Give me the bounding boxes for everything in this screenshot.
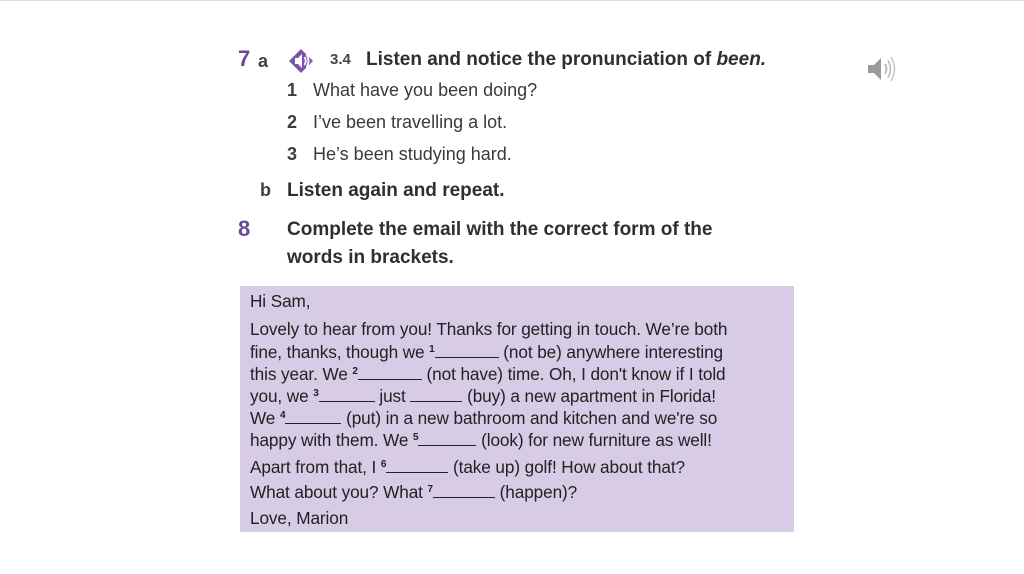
email-text: you, we (250, 386, 314, 406)
email-text: Apart from that, I (250, 457, 381, 477)
list-item (287, 80, 537, 101)
email-line (250, 342, 723, 363)
gap-number: 1 (429, 344, 435, 355)
email-text-box (240, 286, 794, 532)
gap-blank (435, 344, 499, 358)
list-item-text: I’ve been travelling a lot. (313, 112, 508, 132)
gap-blank (410, 388, 462, 402)
email-text: fine, thanks, though we (250, 342, 430, 362)
list-item-text: He’s been studying hard. (313, 144, 512, 164)
gap-blank (319, 388, 375, 402)
gap-blank (418, 432, 476, 446)
instruction-text: Listen and notice the pronunciation of (366, 49, 717, 70)
email-greeting: Hi Sam, (250, 291, 311, 311)
email-line (250, 482, 577, 503)
exercise-8-instruction-line-2: words in brackets. (287, 247, 454, 268)
email-line (250, 457, 685, 478)
gap-number: 4 (279, 410, 286, 421)
email-text: (put) in a new bathroom and kitchen and we're so (341, 408, 718, 428)
email-text: just (374, 386, 411, 406)
exercise-7-instruction (366, 46, 766, 74)
gap-number: 7 (427, 484, 433, 495)
audio-track-icon[interactable] (286, 46, 326, 81)
gap-blank (386, 459, 448, 473)
email-signoff: Love, Marion (250, 508, 349, 528)
exercise-8-number: 8 (238, 216, 251, 241)
email-text: (not have) time. Oh, I don't know if I told (421, 364, 726, 384)
exercise-7-part-a: a (258, 51, 269, 71)
email-line: Lovely to hear from you! Thanks for getting in touch. We’re both (250, 319, 728, 339)
list-item-text: What have you been doing? (313, 80, 538, 100)
gap-blank (358, 366, 422, 380)
email-text: (take up) golf! How about that? (448, 457, 685, 477)
email-line (250, 430, 712, 451)
exercise-7-part-b-instruction: Listen again and repeat. (287, 180, 505, 201)
email-text: We (250, 408, 280, 428)
gap-number: 6 (380, 459, 387, 470)
gap-blank (433, 484, 495, 498)
email-text: (not be) anywhere interesting (498, 342, 724, 362)
list-item-number: 1 (287, 80, 298, 100)
gap-number: 5 (412, 432, 419, 443)
email-line (250, 408, 717, 429)
email-text: (look) for new furniture as well! (476, 430, 712, 450)
list-item-number: 3 (287, 144, 298, 164)
gap-number: 3 (313, 388, 319, 399)
email-text: What about you? What (250, 482, 428, 502)
exercise-8-instruction-line-1: Complete the email with the correct form of the (287, 219, 713, 240)
speaker-icon[interactable] (864, 54, 900, 89)
email-text: (happen)? (494, 482, 578, 502)
list-item-number: 2 (287, 112, 298, 132)
email-text: happy with them. We (250, 430, 413, 450)
exercise-7-part-b: b (260, 180, 271, 200)
audio-track-number: 3.4 (330, 51, 351, 68)
list-item (287, 112, 507, 133)
email-line (250, 364, 726, 385)
gap-blank (285, 410, 341, 424)
email-line (250, 386, 716, 407)
email-text: this year. We (250, 364, 353, 384)
gap-number: 2 (352, 366, 358, 377)
exercise-7-number: 7 (238, 46, 251, 71)
list-item (287, 144, 512, 165)
instruction-emphasis: been. (716, 49, 767, 70)
email-text: (buy) a new apartment in Florida! (462, 386, 716, 406)
